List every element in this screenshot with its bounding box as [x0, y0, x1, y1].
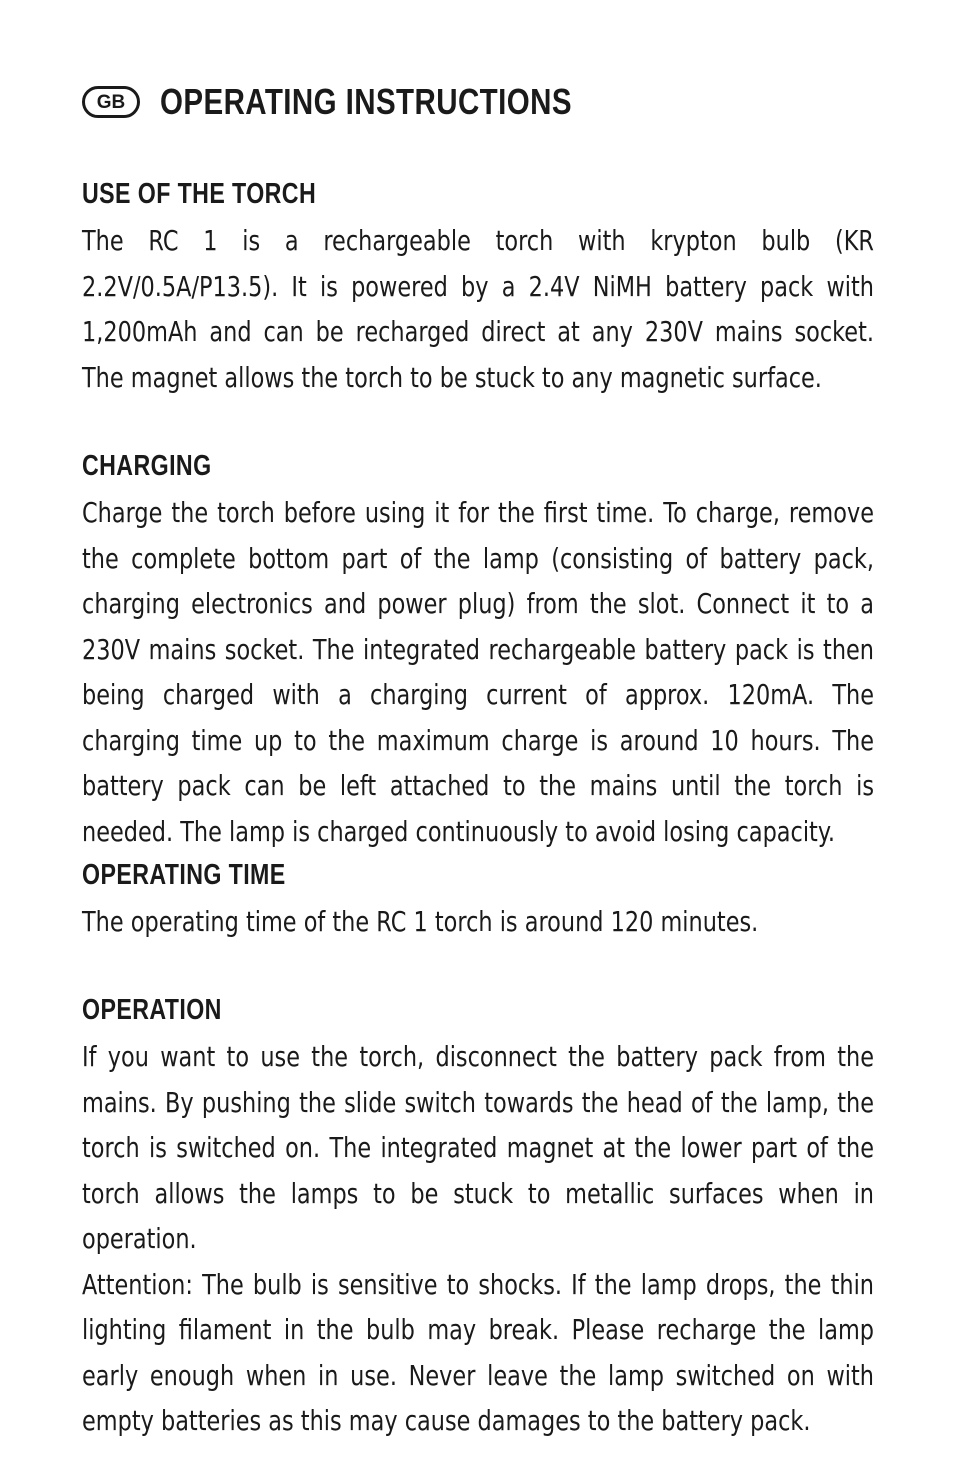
country-badge: GB	[82, 86, 140, 118]
attention-paragraph: Attention: The bulb is sensitive to shocks. If the lamp drops, the thin lighting filament in the bulb may break. Please recharge the lamp early enough when in use. Never leave the lamp switched on with empty batteries as this may cause damages to the battery pack.	[82, 1267, 874, 1437]
section-paragraph: The RC 1 is a rechargeable torch with krypton bulb (KR 2.2V/0.5A/P13.5). It is powered by a 2.4V NiMH battery pack with 1,200mAh and can be recharged direct at any 230V mains socket. The magnet allows the torch to be stuck to any magnetic surface.	[82, 224, 874, 394]
page-title: OPERATING INSTRUCTIONS	[160, 81, 572, 122]
section-heading: OPERATION	[82, 994, 222, 1026]
section-operation	[82, 992, 874, 1444]
page-header	[82, 80, 662, 124]
section-heading: OPERATING TIME	[82, 859, 286, 891]
section-heading: USE OF THE TORCH	[82, 178, 317, 210]
section-paragraph: Charge the torch before using it for the first time. To charge, remove the complete bottom part of the lamp (consisting of battery pack, charging electronics and power plug) from the slot. Connect it to a 230V mains socket. The integrated rechargeable battery pack is then being charged with a charging current of approx. 120mA. The charging time up to the maximum charge is around 10 hours. The battery pack can be left attached to the mains until the torch is needed. The lamp is charged continuously to avoid losing capacity.	[82, 496, 874, 848]
section-paragraph: The operating time of the RC 1 torch is around 120 minutes.	[82, 905, 759, 938]
section-heading: CHARGING	[82, 450, 212, 482]
section-use-of-torch	[82, 176, 874, 400]
section-paragraph: If you want to use the torch, disconnect the battery pack from the mains. By pushing the slide switch towards the head of the lamp, the torch is switched on. The integrated magnet at the lower part of the torch allows the lamps to be stuck to metallic surfaces when in operation.	[82, 1040, 874, 1255]
section-charging	[82, 448, 874, 854]
section-operating-time	[82, 857, 874, 945]
